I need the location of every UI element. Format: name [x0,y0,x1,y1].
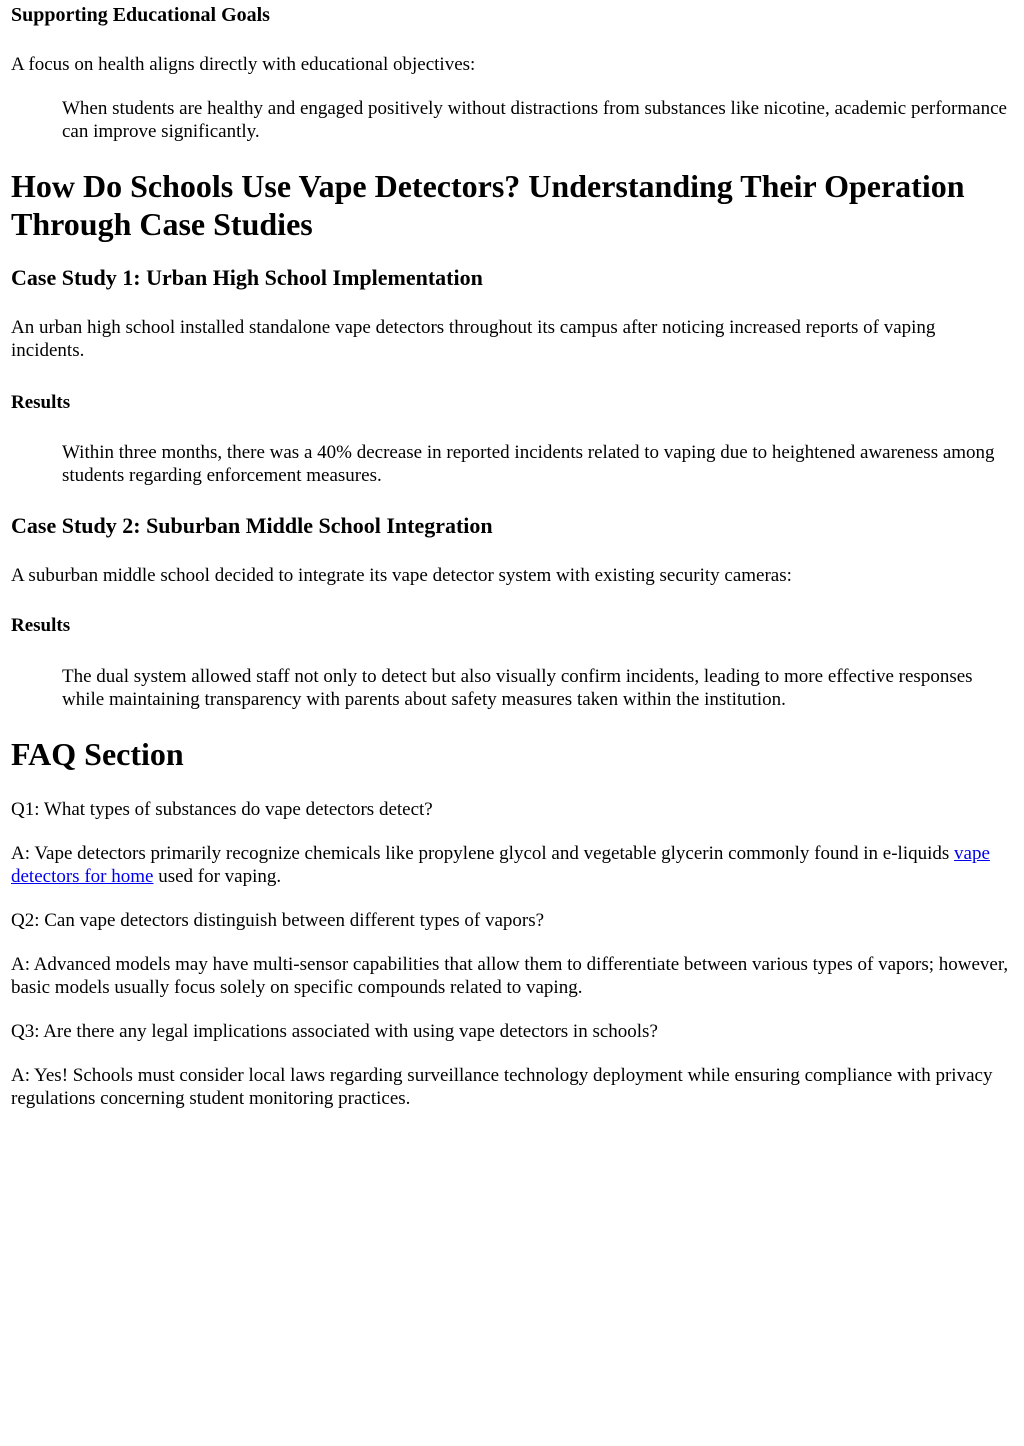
faq-question-1: Q1: What types of substances do vape detectors detect? [11,799,433,820]
supporting-goals-heading: Supporting Educational Goals [11,4,270,26]
case-study-1-results-quote: Within three months, there was a 40% decrease in reported incidents related to vaping due to heightened awareness among students regarding enforcement measures. [62,442,995,486]
case-study-1-text: An urban high school installed standalone vape detectors throughout its campus after noticing increased reports of vaping incidents. [11,317,936,361]
faq-answer-2: A: Advanced models may have multi-sensor capabilities that allow them to differentiate between various types of vapors; however, basic models usually focus solely on specific compounds related to vaping. [11,954,1009,998]
faq-answer-1-text-end: used for vaping. [153,866,282,887]
case-studies-heading: How Do Schools Use Vape Detectors? Understanding Their Operation Through Case Studies [11,168,965,242]
case-study-2-text: A suburban middle school decided to integrate its vape detector system with existing security cameras: [11,565,792,586]
faq-answer-1-text-start: A: Vape detectors primarily recognize chemicals like propylene glycol and vegetable glycerin commonly found in e-liquids [11,843,955,864]
faq-heading: FAQ Section [11,736,184,772]
goals-quote: When students are healthy and engaged positively without distractions from substances like nicotine, academic performance can improve significantly. [62,98,1007,142]
vape-detectors-for-home-link[interactable]: vape detectors for home [11,843,990,887]
case-study-1-results-label: Results [11,392,71,413]
case-study-1-heading: Case Study 1: Urban High School Implementation [11,265,483,290]
faq-question-3: Q3: Are there any legal implications associated with using vape detectors in schools? [11,1021,658,1042]
faq-answer-1 [11,842,1013,888]
case-study-2-heading: Case Study 2: Suburban Middle School Integration [11,513,493,538]
goals-intro-text: A focus on health aligns directly with educational objectives: [11,54,476,75]
faq-answer-3: A: Yes! Schools must consider local laws regarding surveillance technology deployment while ensuring compliance with privacy regulations concerning student monitoring practices. [11,1065,993,1109]
faq-question-2: Q2: Can vape detectors distinguish between different types of vapors? [11,910,545,931]
case-study-2-results-label: Results [11,615,71,636]
case-study-2-results-quote: The dual system allowed staff not only to detect but also visually confirm incidents, leading to more effective responses while maintaining transparency with parents about safety measures taken within the institution. [62,666,973,710]
